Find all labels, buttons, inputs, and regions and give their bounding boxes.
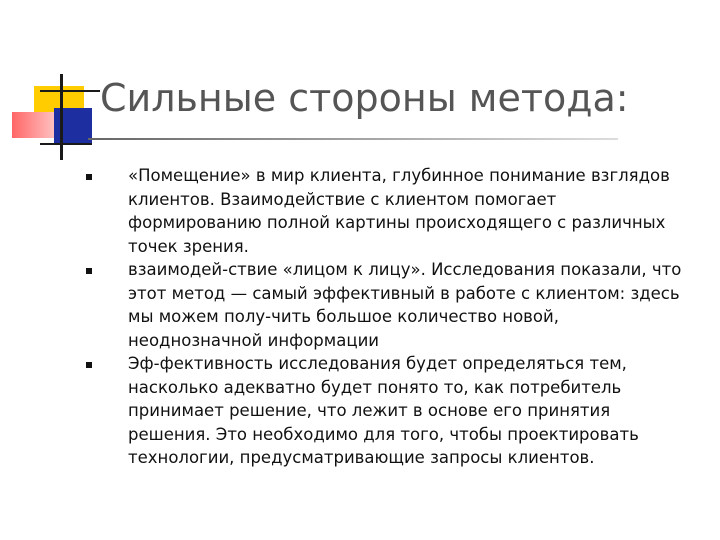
bullet-square-icon (86, 362, 92, 368)
bullet-item (86, 352, 694, 470)
bullet-list (86, 164, 694, 470)
bullet-text: взаимодей-ствие «лицом к лицу». Исследования показали, что этот метод — самый эффективный в работе с клиентом: здесь мы можем полу-чить большое количество новой, неоднозначной информации (128, 260, 682, 350)
bullet-item (86, 258, 694, 352)
slide-title: Сильные стороны метода: (100, 76, 629, 120)
title-underline (88, 138, 618, 140)
horizontal-line-top (40, 90, 100, 92)
corner-decoration (0, 0, 110, 170)
bullet-square-icon (86, 174, 92, 180)
bullet-text: Эф-фективность исследования будет определяться тем, насколько адекватно будет понято то, как потребитель принимает решение, что лежит в основе его принятия решения. Это необходимо для того, чтобы проектировать технологии, предусматривающие запросы клиентов. (128, 354, 639, 467)
vertical-line (60, 74, 63, 160)
bullet-item (86, 164, 694, 258)
bullet-square-icon (86, 268, 92, 274)
bullet-text: «Помещение» в мир клиента, глубинное понимание взглядов клиентов. Взаимодействие с клиентом помогает формированию полной картины происходящего с различных точек зрения. (128, 166, 670, 256)
horizontal-line-bottom (40, 143, 92, 145)
